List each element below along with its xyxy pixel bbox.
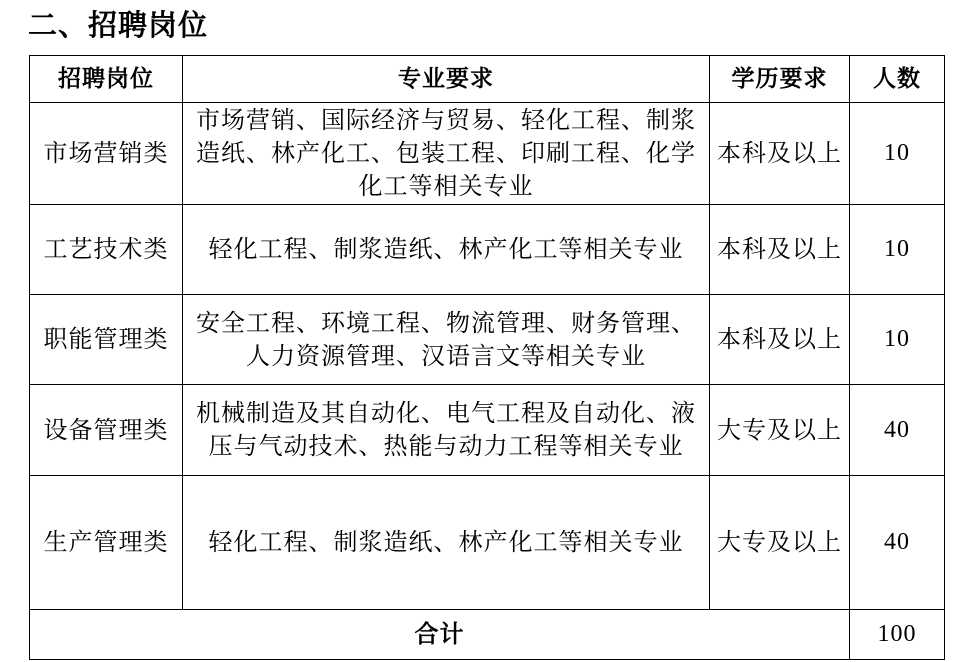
section-title: 二、招聘岗位 <box>28 8 209 42</box>
cell-position: 市场营销类 <box>30 103 183 205</box>
cell-major: 市场营销、国际经济与贸易、轻化工程、制浆造纸、林产化工、包装工程、印刷工程、化学化工等相关专业 <box>183 103 710 205</box>
cell-major: 轻化工程、制浆造纸、林产化工等相关专业 <box>183 476 710 610</box>
recruitment-table <box>29 55 945 660</box>
cell-major: 安全工程、环境工程、物流管理、财务管理、人力资源管理、汉语言文等相关专业 <box>183 295 710 385</box>
cell-count: 40 <box>850 385 945 476</box>
table-row <box>30 103 945 205</box>
cell-count: 10 <box>850 103 945 205</box>
cell-major: 机械制造及其自动化、电气工程及自动化、液压与气动技术、热能与动力工程等相关专业 <box>183 385 710 476</box>
cell-count: 10 <box>850 205 945 295</box>
total-count: 100 <box>850 610 945 660</box>
cell-position: 职能管理类 <box>30 295 183 385</box>
table-row <box>30 385 945 476</box>
cell-count: 40 <box>850 476 945 610</box>
cell-position: 工艺技术类 <box>30 205 183 295</box>
cell-education: 本科及以上 <box>710 103 850 205</box>
cell-education: 本科及以上 <box>710 295 850 385</box>
cell-count: 10 <box>850 295 945 385</box>
header-education: 学历要求 <box>710 56 850 103</box>
cell-position: 设备管理类 <box>30 385 183 476</box>
header-major: 专业要求 <box>183 56 710 103</box>
cell-education: 本科及以上 <box>710 205 850 295</box>
header-position: 招聘岗位 <box>30 56 183 103</box>
header-count: 人数 <box>850 56 945 103</box>
total-label: 合计 <box>30 610 850 660</box>
table-total-row <box>30 610 945 660</box>
table-row <box>30 295 945 385</box>
cell-education: 大专及以上 <box>710 385 850 476</box>
cell-position: 生产管理类 <box>30 476 183 610</box>
table-header-row <box>30 56 945 103</box>
table-row <box>30 476 945 610</box>
cell-major: 轻化工程、制浆造纸、林产化工等相关专业 <box>183 205 710 295</box>
cell-education: 大专及以上 <box>710 476 850 610</box>
table-row <box>30 205 945 295</box>
